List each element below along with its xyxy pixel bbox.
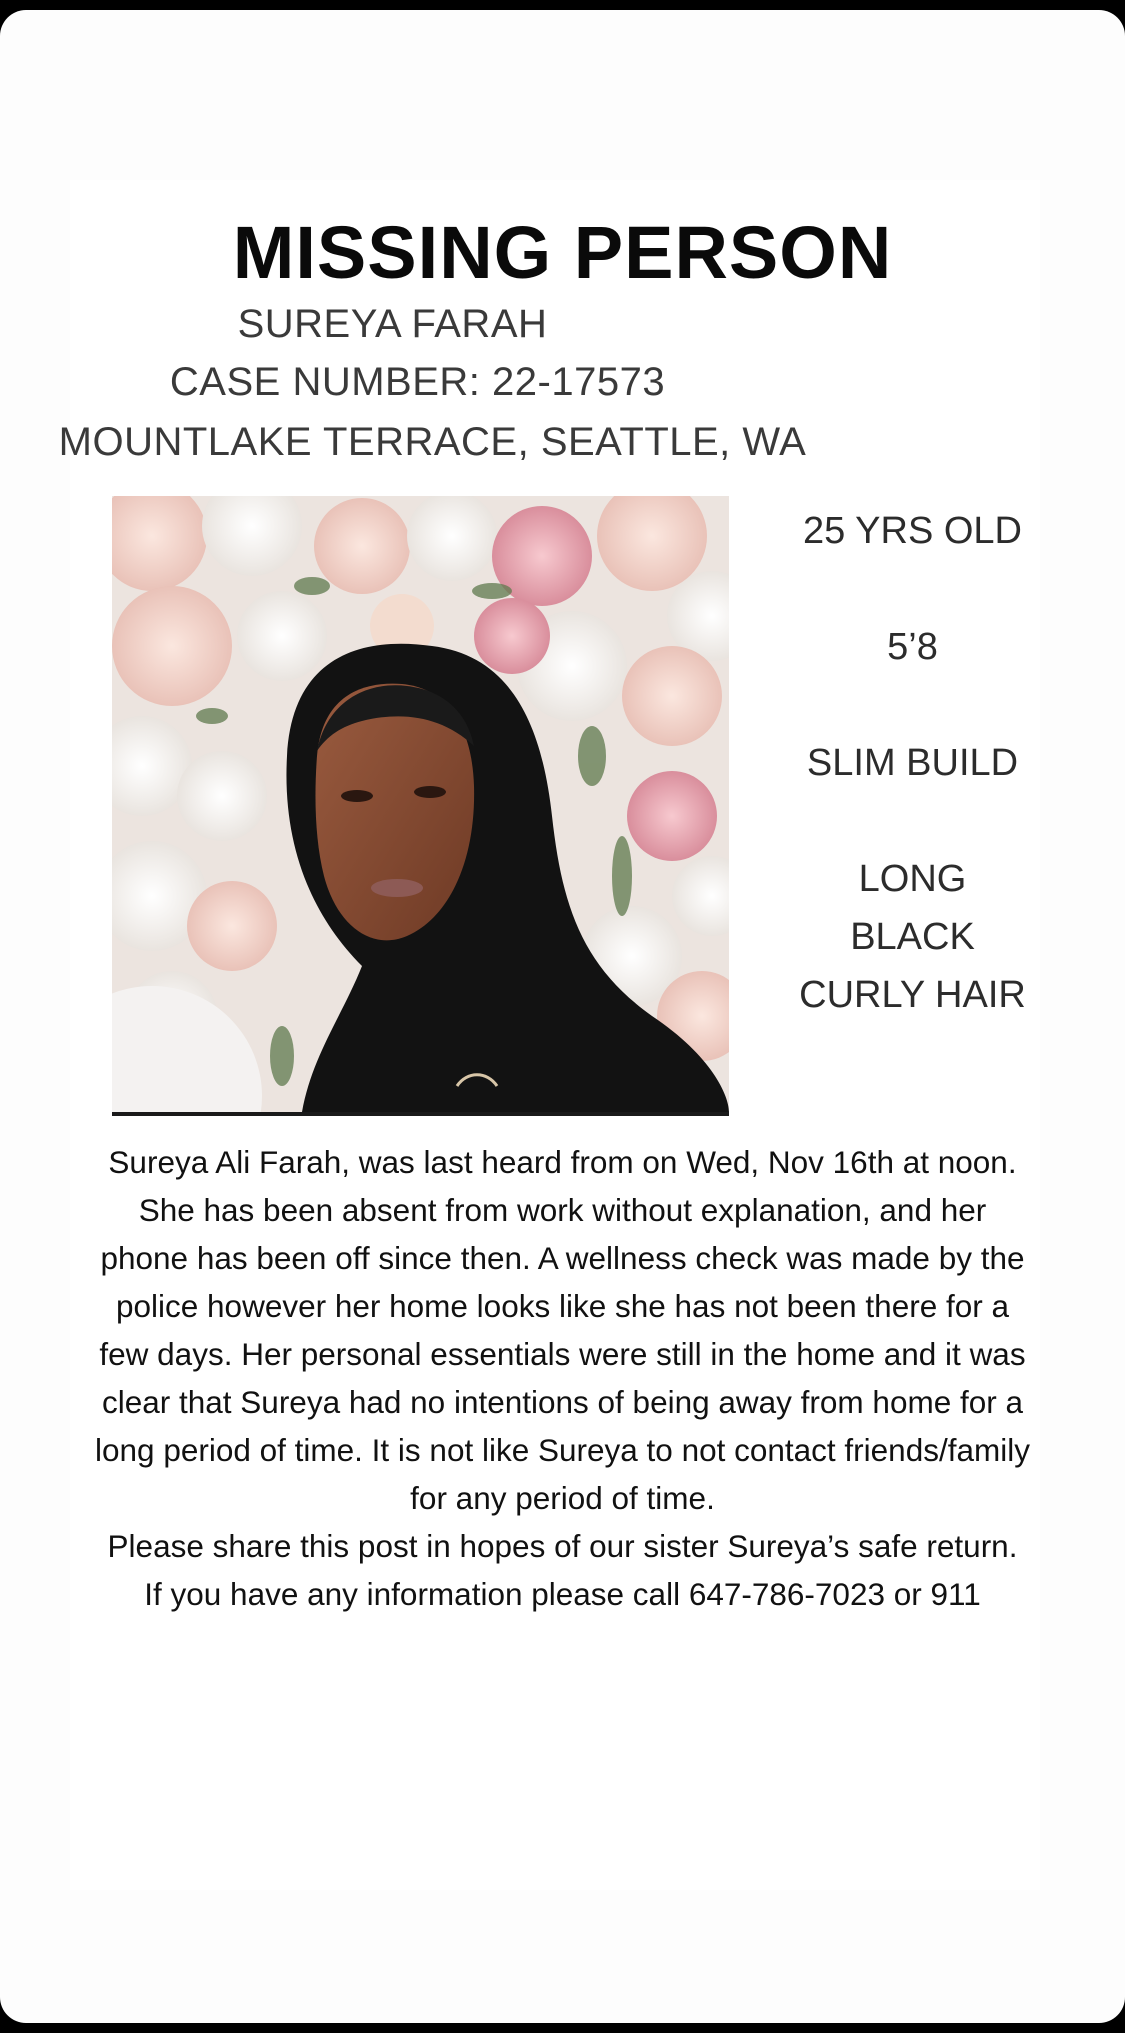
person-photo	[112, 496, 729, 1116]
location: MOUNTLAKE TERRACE, SEATTLE, WA	[58, 420, 807, 464]
height-fact: 5’8	[887, 626, 938, 668]
story-paragraph-details: Sureya Ali Farah, was last heard from on Wed, Nov 16th at noon. She has been absent from work without explanation, and her phone has been off since then. A wellness check was made by the police however her home looks like she has not been there for a few days. Her personal essentials were still in the home and it was clear that Sureya had no intentions of being away from home for a long period of time. It is not like Sureya to not contact friends/family for any period of time.	[95, 1144, 1030, 1516]
build-fact: SLIM BUILD	[806, 742, 1019, 784]
person-name: SUREYA FARAH	[237, 302, 548, 346]
screenshot-frame	[0, 10, 1125, 2023]
hair-fact-line2: BLACK	[850, 916, 975, 958]
age-fact: 25 YRS OLD	[803, 510, 1022, 552]
story-paragraph-contact: If you have any information please call 647-786-7023 or 911	[144, 1576, 981, 1612]
case-number: CASE NUMBER: 22-17573	[169, 360, 666, 404]
headline: MISSING PERSON	[232, 211, 893, 294]
hair-fact-line3: CURLY HAIR	[799, 974, 1026, 1016]
hair-fact-line1: LONG	[858, 858, 967, 900]
story-text	[95, 1138, 1030, 1618]
story-paragraph-share: Please share this post in hopes of our sister Sureya’s safe return.	[107, 1528, 1018, 1564]
physical-description	[745, 502, 1080, 1024]
person-photo-illustration	[112, 496, 729, 1112]
